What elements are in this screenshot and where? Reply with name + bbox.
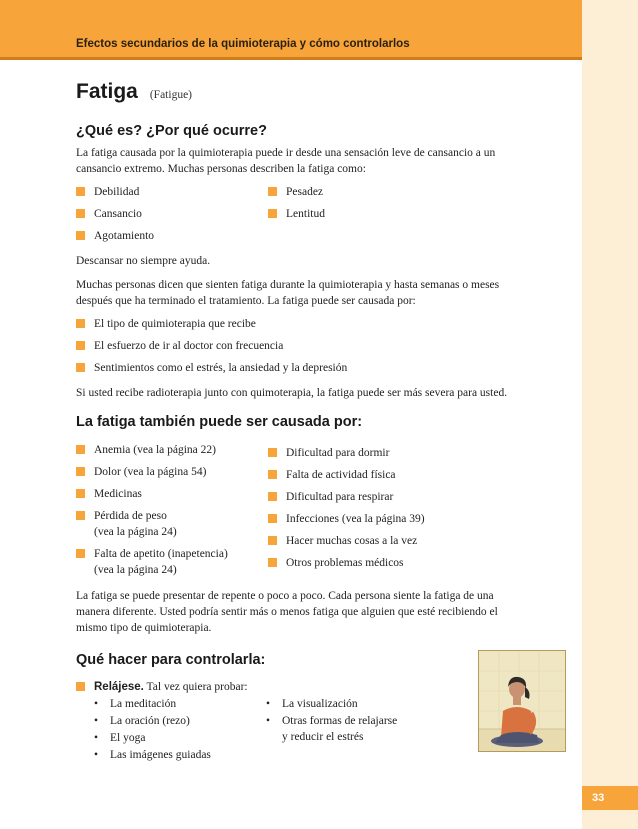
list-item: • Otras formas de relajarse y reducir el estrés — [266, 715, 398, 743]
side-margin-bar — [582, 0, 638, 829]
list-item: El esfuerzo de ir al doctor con frecuencia — [76, 338, 283, 354]
list-item: Hacer muchas cosas a la vez — [268, 533, 417, 549]
para2-line-2: después que ha terminado el tratamiento. La fatiga puede ser causada por: — [76, 295, 416, 307]
radiation-note: Si usted recibe radioterapia junto con quimoterapia, la fatiga puede ser más severa para usted. — [76, 387, 508, 399]
list-item: • El yoga — [94, 732, 146, 744]
running-header: Efectos secundarios de la quimioterapia y cómo controlarlos — [76, 38, 410, 50]
list-item: Anemia (vea la página 22) — [76, 442, 216, 458]
intro-line-2: cansancio extremo. Muchas personas describen la fatiga como: — [76, 163, 366, 175]
page-subtitle: (Fatigue) — [149, 89, 192, 101]
meditating-person-icon — [479, 651, 565, 751]
para2-line-1: Muchas personas dicen que sienten fatiga durante la quimioterapia y hasta semanas o meses — [76, 279, 500, 291]
list-item: Pérdida de peso (vea la página 24) — [76, 508, 177, 540]
variability-line-3: mismo tipo de quimioterapia. — [76, 622, 212, 634]
list-item: Debilidad — [76, 184, 139, 200]
rest-note: Descansar no siempre ayuda. — [76, 255, 211, 267]
list-item: Dificultad para dormir — [268, 445, 389, 461]
list-item: Agotamiento — [76, 228, 154, 244]
relax-item — [76, 679, 248, 695]
meditation-illustration — [478, 650, 566, 752]
list-item: Dolor (vea la página 54) — [76, 464, 206, 480]
relax-label: Relájese. — [94, 681, 144, 693]
header-rule — [0, 57, 638, 60]
list-item: El tipo de quimioterapia que recibe — [76, 316, 256, 332]
list-item: Lentitud — [268, 206, 325, 222]
page-title: Fatiga — [76, 80, 138, 103]
list-item: • La oración (rezo) — [94, 715, 190, 727]
variability-line-1: La fatiga se puede presentar de repente o poco a poco. Cada persona siente la fatiga de una — [76, 590, 494, 602]
variability-line-2: manera diferente. Usted podría sentir más o menos fatiga que alguien que esté recibiendo el — [76, 606, 498, 618]
list-item: Medicinas — [76, 486, 142, 502]
list-item: Infecciones (vea la página 39) — [268, 511, 425, 527]
list-item: Falta de apetito (inapetencia) (vea la página 24) — [76, 546, 228, 578]
page-title-row — [76, 80, 192, 104]
list-item: Dificultad para respirar — [268, 489, 393, 505]
section-heading-causes: La fatiga también puede ser causada por: — [76, 414, 363, 430]
list-item: • La visualización — [266, 698, 358, 710]
section-heading-what: ¿Qué es? ¿Por qué ocurre? — [76, 123, 267, 139]
list-item: Otros problemas médicos — [268, 555, 404, 571]
list-item: Cansancio — [76, 206, 142, 222]
list-item: Falta de actividad física — [268, 467, 396, 483]
page-number: 33 — [582, 786, 638, 810]
list-item: • Las imágenes guiadas — [94, 749, 211, 761]
list-item: Sentimientos como el estrés, la ansiedad y la depresión — [76, 360, 347, 376]
intro-line-1: La fatiga causada por la quimioterapia puede ir desde una sensación leve de cansancio a un — [76, 147, 496, 159]
relax-text: Tal vez quiera probar: — [146, 681, 248, 693]
section-heading-control: Qué hacer para controlarla: — [76, 652, 266, 668]
list-item: • La meditación — [94, 698, 177, 710]
list-item: Pesadez — [268, 184, 323, 200]
